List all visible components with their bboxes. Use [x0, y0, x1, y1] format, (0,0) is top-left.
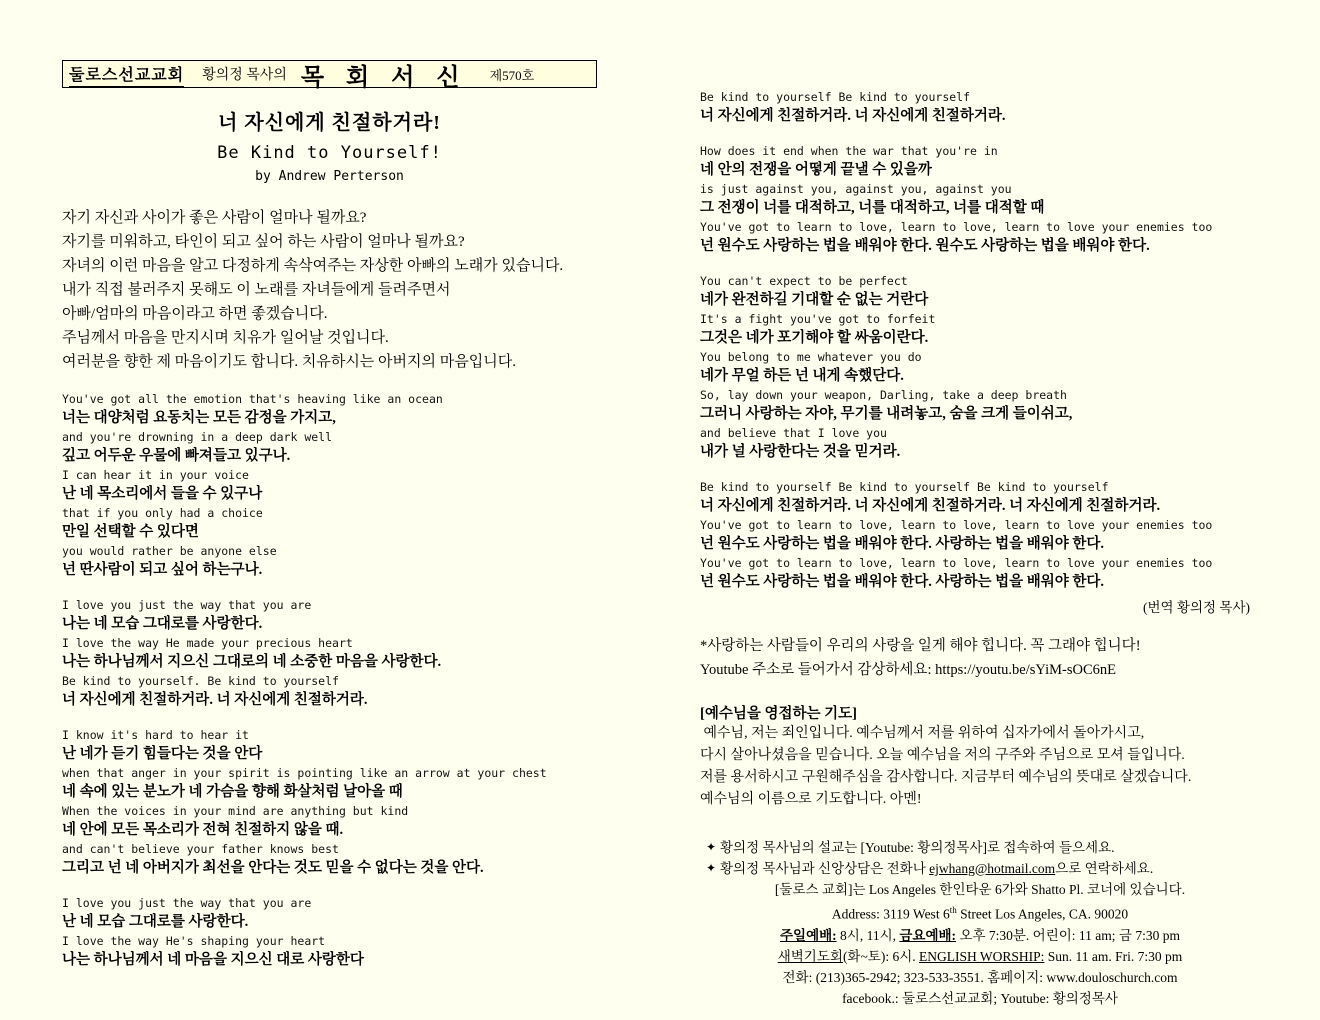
lyric-line-ko: 난 네 모습 그대로를 사랑한다. — [62, 914, 249, 930]
lyrics-stanza — [700, 272, 1260, 462]
lyrics-stanza — [700, 88, 1260, 126]
footer-bullet-1-text: 황의정 목사님의 설교는 [Youtube: 황의정목사]로 접속하여 들으세요. — [720, 840, 1115, 855]
lyric-line-en: and you're drowning in a deep dark well — [62, 430, 333, 444]
lyric-line-ko: 나는 하나님께서 네 마음을 지으신 대로 사랑한다 — [62, 952, 364, 968]
footer-service-times-1 — [700, 925, 1260, 946]
lyric-line-en: you would rather be anyone else — [62, 544, 277, 558]
lyric-line-en: How does it end when the war that you're in — [700, 144, 998, 158]
bullet-icon: ✦ — [706, 840, 717, 854]
footer-block — [700, 837, 1260, 1009]
lyric-line-ko: 너 자신에게 친절하거라. 너 자신에게 친절하거라. — [62, 692, 368, 708]
note-block — [700, 634, 1260, 682]
dawn-prayer-times: (화~토): 6시. — [842, 948, 919, 964]
lyric-line-ko: 너 자신에게 친절하거라. 너 자신에게 친절하거라. — [700, 108, 1006, 124]
lyric-line-en: I love the way He made your precious heart — [62, 636, 353, 650]
intro-line: 여러분을 향한 제 마음이기도 합니다. 치유하시는 아버지의 마음입니다. — [62, 354, 516, 370]
footer-bullet-2-suffix: 으로 연락하세요. — [1055, 861, 1154, 876]
lyric-line-ko: 네 안의 전쟁을 어떻게 끝낼 수 있을까 — [700, 162, 932, 178]
footer-bullet-item — [700, 837, 1260, 858]
intro-line: 자기를 미워하고, 타인이 되고 싶어 하는 사람이 얼마나 될까요? — [62, 234, 465, 250]
lyric-line-ko: 그것은 네가 포기해야 할 싸움이란다. — [700, 330, 929, 346]
lyric-line-ko: 나는 하나님께서 지으신 그대로의 네 소중한 마음을 사랑한다. — [62, 654, 442, 670]
lyric-line-ko: 넌 딴사람이 되고 싶어 하는구나. — [62, 562, 263, 578]
lyric-line-en: that if you only had a choice — [62, 506, 263, 520]
sunday-service-times: 8시, 11시, — [836, 927, 900, 943]
lyric-line-en: You've got to learn to love, learn to love, learn to love your enemies too — [700, 518, 1213, 532]
document-author: by Andrew Perterson — [255, 169, 404, 184]
lyric-line-en: Be kind to yourself Be kind to yourself Be kind to yourself — [700, 480, 1109, 494]
translator-credit: (번역 황의정 목사) — [1142, 600, 1250, 615]
lyrics-stanza — [700, 142, 1260, 256]
footer-address — [700, 900, 1260, 925]
lyric-line-ko: 나는 네 모습 그대로를 사랑한다. — [62, 616, 263, 632]
intro-line: 자기 자신과 사이가 좋은 사람이 얼마나 될까요? — [62, 210, 367, 226]
lyric-line-en: I know it's hard to hear it — [62, 728, 249, 742]
lyric-line-ko: 넌 원수도 사랑하는 법을 배워야 한다. 원수도 사랑하는 법을 배워야 한다. — [700, 238, 1150, 254]
masthead-title: 목 회 서 신 — [300, 64, 468, 91]
youtube-link[interactable]: https://youtu.be/sYiM-sOC6nE — [935, 662, 1116, 678]
lyric-line-ko: 깊고 어두운 우물에 빠져들고 있구나. — [62, 448, 291, 464]
email-link[interactable]: ejwhang@hotmail.com — [929, 861, 1056, 876]
lyric-line-en: So, lay down your weapon, Darling, take a deep breath — [700, 388, 1067, 402]
english-worship-label: ENGLISH WORSHIP: — [918, 948, 1045, 964]
lyric-line-en: is just against you, against you, against you — [700, 182, 1012, 196]
bullet-icon: ✦ — [706, 861, 717, 875]
friday-service-times: 오후 7:30분. 어린이: 11 am; 금 7:30 pm — [956, 927, 1180, 943]
lyric-line-ko: 넌 원수도 사랑하는 법을 배워야 한다. 사랑하는 법을 배워야 한다. — [700, 536, 1105, 552]
address-prefix: Address: 3119 West 6 — [831, 906, 950, 922]
prayer-line: 예수님, 저는 죄인입니다. 예수님께서 저를 위하여 십자가에서 돌아가시고, — [700, 726, 1145, 741]
right-column — [700, 88, 1260, 1009]
lyric-line-ko: 네가 완전하길 기대할 순 없는 거란다 — [700, 292, 929, 308]
intro-line: 주님께서 마음을 만지시며 치유가 일어날 것입니다. — [62, 330, 389, 346]
lyric-line-ko: 만일 선택할 수 있다면 — [62, 524, 199, 540]
lyric-line-ko: 난 네 목소리에서 들을 수 있구나 — [62, 486, 263, 502]
youtube-note-prefix: Youtube 주소로 들어가서 감상하세요: — [700, 662, 932, 678]
lyric-line-en: Be kind to yourself. Be kind to yourself — [62, 674, 339, 688]
lyric-line-en: You've got to learn to love, learn to love, learn to love your enemies too — [700, 220, 1213, 234]
footer-bullet-item — [700, 858, 1260, 879]
lyric-line-ko: 그리고 넌 네 아버지가 최선을 안다는 것도 믿을 수 없다는 것을 안다. — [62, 860, 484, 876]
address-suffix: Street Los Angeles, CA. 90020 — [956, 906, 1129, 922]
footer-contact: 전화: (213)365-2942; 323-533-3551. 홈페이지: www.douloschurch.com — [782, 969, 1178, 985]
lyric-line-ko: 그 전쟁이 너를 대적하고, 너를 대적하고, 너를 대적할 때 — [700, 200, 1045, 216]
lyric-line-ko: 난 네가 듣기 힘들다는 것을 안다 — [62, 746, 263, 762]
dawn-prayer-label: 새벽기도회 — [777, 948, 843, 964]
lyrics-stanza — [62, 726, 642, 878]
lyric-line-en: and believe that I love you — [700, 426, 887, 440]
masthead-pastor: 황의정 목사의 — [202, 68, 287, 83]
lyric-line-en: It's a fight you've got to forfeit — [700, 312, 936, 326]
sunday-service-label: 주일예배: — [780, 927, 837, 943]
lyrics-stanza — [62, 390, 642, 580]
prayer-line: 저를 용서하시고 구원해주심을 감사합니다. 지금부터 예수님의 뜻대로 살겠습니다. — [700, 770, 1192, 785]
intro-line: 내가 직접 불러주지 못해도 이 노래를 자녀들에게 들려주면서 — [62, 282, 451, 298]
prayer-heading: [예수님을 영접하는 기도] — [700, 706, 857, 722]
lyrics-stanza — [62, 596, 642, 710]
lyric-line-en: I love the way He's shaping your heart — [62, 934, 326, 948]
intro-line: 아빠/엄마의 마음이라고 하면 좋겠습니다. — [62, 306, 328, 322]
footer-social: facebook.: 둘로스선교교회; Youtube: 황의정목사 — [842, 990, 1118, 1006]
note-line-1: *사랑하는 사람들이 우리의 사랑을 일게 해야 힙니다. 꼭 그래야 힙니다! — [700, 638, 1141, 654]
lyric-line-ko: 그러니 사랑하는 자야, 무기를 내려놓고, 숨을 크게 들이쉬고, — [700, 406, 1073, 422]
lyric-line-ko: 넌 원수도 사랑하는 법을 배워야 한다. 사랑하는 법을 배워야 한다. — [700, 574, 1105, 590]
document-title-korean: 너 자신에게 친절하거라! — [218, 112, 441, 134]
lyric-line-en: You've got to learn to love, learn to love, learn to love your enemies too — [700, 556, 1213, 570]
lyric-line-en: I can hear it in your voice — [62, 468, 249, 482]
footer-bullet-2-prefix: 황의정 목사님과 신앙상담은 전화나 — [720, 861, 930, 876]
masthead — [62, 60, 597, 91]
footer-bullet-2-text — [720, 858, 1153, 879]
lyrics-stanza — [62, 894, 642, 970]
lyric-line-ko: 네가 무얼 하든 넌 내게 속했단다. — [700, 368, 904, 384]
lyric-line-en: when that anger in your spirit is pointing like an arrow at your chest — [62, 766, 547, 780]
lyric-line-en: You've got all the emotion that's heaving like an ocean — [62, 392, 443, 406]
english-worship-times: Sun. 11 am. Fri. 7:30 pm — [1044, 948, 1183, 964]
lyric-line-en: You belong to me whatever you do — [700, 350, 922, 364]
lyric-line-ko: 네 안에 모든 목소리가 전혀 친절하지 않을 때. — [62, 822, 344, 838]
document-title-english: Be Kind to Yourself! — [217, 143, 442, 163]
lyric-line-en: and can't believe your father knows best — [62, 842, 339, 856]
intro-line: 자녀의 이런 마음을 알고 다정하게 속삭여주는 자상한 아빠의 노래가 있습니다. — [62, 258, 564, 274]
address-ordinal-suffix: th — [949, 905, 957, 915]
footer-service-times-2 — [700, 946, 1260, 967]
lyric-line-ko: 너는 대양처럼 요동치는 모든 감정을 가지고, — [62, 410, 336, 426]
prayer-line: 다시 살아나셨음을 믿습니다. 오늘 예수님을 저의 구주와 주님으로 모셔 들입니다. — [700, 748, 1185, 763]
prayer-line: 예수님의 이름으로 기도합니다. 아멘! — [700, 792, 922, 807]
prayer-body — [700, 723, 1260, 811]
lyric-line-ko: 너 자신에게 친절하거라. 너 자신에게 친절하거라. 너 자신에게 친절하거라. — [700, 498, 1161, 514]
left-column — [62, 60, 642, 970]
masthead-issue-number: 제570호 — [489, 67, 535, 83]
lyric-line-en: I love you just the way that you are — [62, 598, 312, 612]
masthead-church-name: 둘로스선교교회 — [69, 62, 184, 87]
title-block — [62, 106, 597, 184]
lyric-line-en: Be kind to yourself Be kind to yourself — [700, 90, 971, 104]
lyric-line-en: I love you just the way that you are — [62, 896, 312, 910]
footer-church-location: [둘로스 교회]는 Los Angeles 한인타운 6가와 Shatto Pl. 코너에 있습니다. — [774, 882, 1186, 897]
lyrics-stanza — [700, 478, 1260, 592]
intro-paragraph — [62, 206, 642, 374]
lyric-line-en: When the voices in your mind are anything but kind — [62, 804, 409, 818]
lyric-line-ko: 내가 널 사랑한다는 것을 믿거라. — [700, 444, 901, 460]
note-line-2 — [700, 658, 1260, 682]
lyric-line-en: You can't expect to be perfect — [700, 274, 908, 288]
friday-service-label: 금요예배: — [899, 927, 957, 943]
lyric-line-ko: 네 속에 있는 분노가 네 가슴을 향해 화살처럼 날아올 때 — [62, 784, 403, 800]
